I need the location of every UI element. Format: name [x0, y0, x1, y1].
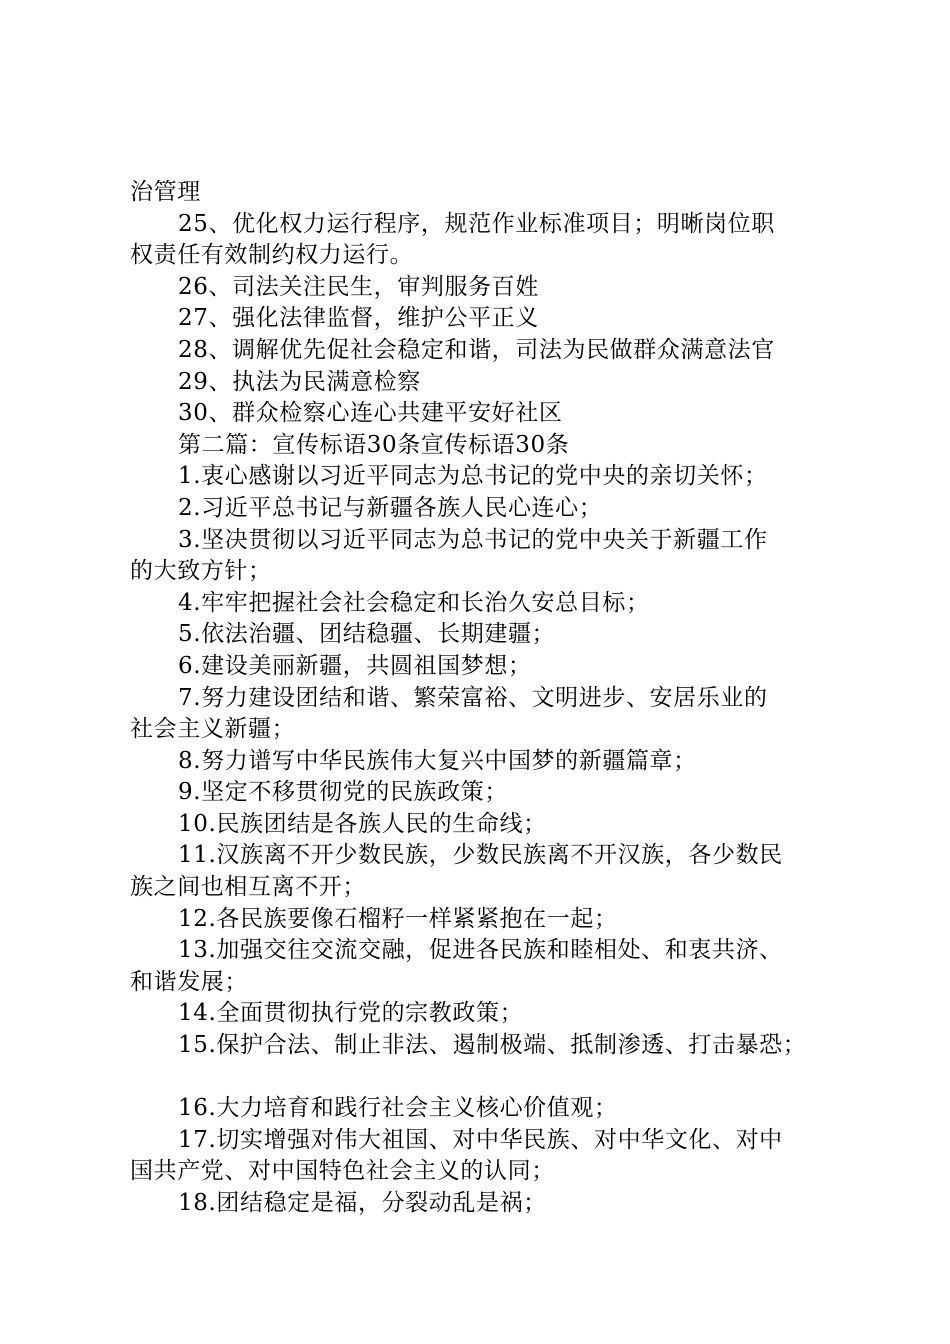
text-line: 族之间也相互离不开；	[130, 874, 366, 901]
text-line: 13.加强交往交流交融，促进各民族和睦相处、和衷共济、	[178, 937, 783, 964]
text-line: 14.全面贯彻执行党的宗教政策；	[178, 1000, 524, 1027]
document-body	[130, 177, 840, 1220]
text-line: 30、群众检察心连心共建平安好社区	[178, 400, 563, 427]
text-line: 29、执法为民满意检察	[178, 368, 421, 395]
text-line: 6.建设美丽新疆，共圆祖国梦想；	[178, 652, 532, 679]
text-line: 15.保护合法、制止非法、遏制极端、抵制渗透、打击暴恐；	[178, 1032, 807, 1059]
text-line: 7.努力建设团结和谐、繁荣富裕、文明进步、安居乐业的	[178, 684, 768, 711]
text-line: 17.切实增强对伟大祖国、对中华民族、对中华文化、对中	[178, 1126, 783, 1153]
text-line: 4.牢牢把握社会社会稳定和长治久安总目标；	[178, 589, 650, 616]
text-line: 18.团结稳定是福，分裂动乱是祸；	[178, 1190, 547, 1216]
text-line: 3.坚决贯彻以习近平同志为总书记的党中央关于新疆工作	[178, 526, 768, 553]
text-line: 国共产党、对中国特色社会主义的认同；	[130, 1158, 555, 1185]
text-line: 25、优化权力运行程序，规范作业标准项目；明晰岗位职	[178, 210, 775, 237]
text-line: 1.衷心感谢以习近平同志为总书记的党中央的亲切关怀；	[178, 463, 768, 490]
text-line: 8.努力谱写中华民族伟大复兴中国梦的新疆篇章；	[178, 747, 697, 774]
text-line: 权责任有效制约权力运行。	[130, 242, 414, 269]
text-line: 12.各民族要像石榴籽一样紧紧抱在一起；	[178, 905, 618, 932]
text-line: 5.依法治疆、团结稳疆、长期建疆；	[178, 621, 556, 648]
text-line: 26、司法关注民生，审判服务百姓	[178, 273, 539, 300]
text-line: 11.汉族离不开少数民族，少数民族离不开汉族，各少数民	[178, 842, 783, 869]
text-line: 的大致方针；	[130, 558, 272, 585]
blank-line	[130, 1062, 840, 1094]
text-line: 2.习近平总书记与新疆各族人民心连心；	[178, 494, 603, 521]
text-line: 27、强化法律监督，维护公平正义	[178, 305, 539, 332]
text-line: 和谐发展；	[130, 968, 248, 995]
text-line: 10.民族团结是各族人民的生命线；	[178, 810, 547, 837]
section-heading: 第二篇：宣传标语30条宣传标语30条	[178, 431, 570, 458]
text-line: 16.大力培育和践行社会主义核心价值观；	[178, 1095, 618, 1122]
text-line: 9.坚定不移贯彻党的民族政策；	[178, 779, 508, 806]
text-line: 社会主义新疆；	[130, 716, 296, 743]
text-line: 治管理	[130, 179, 201, 205]
text-line: 28、调解优先促社会稳定和谐，司法为民做群众满意法官	[178, 336, 775, 363]
